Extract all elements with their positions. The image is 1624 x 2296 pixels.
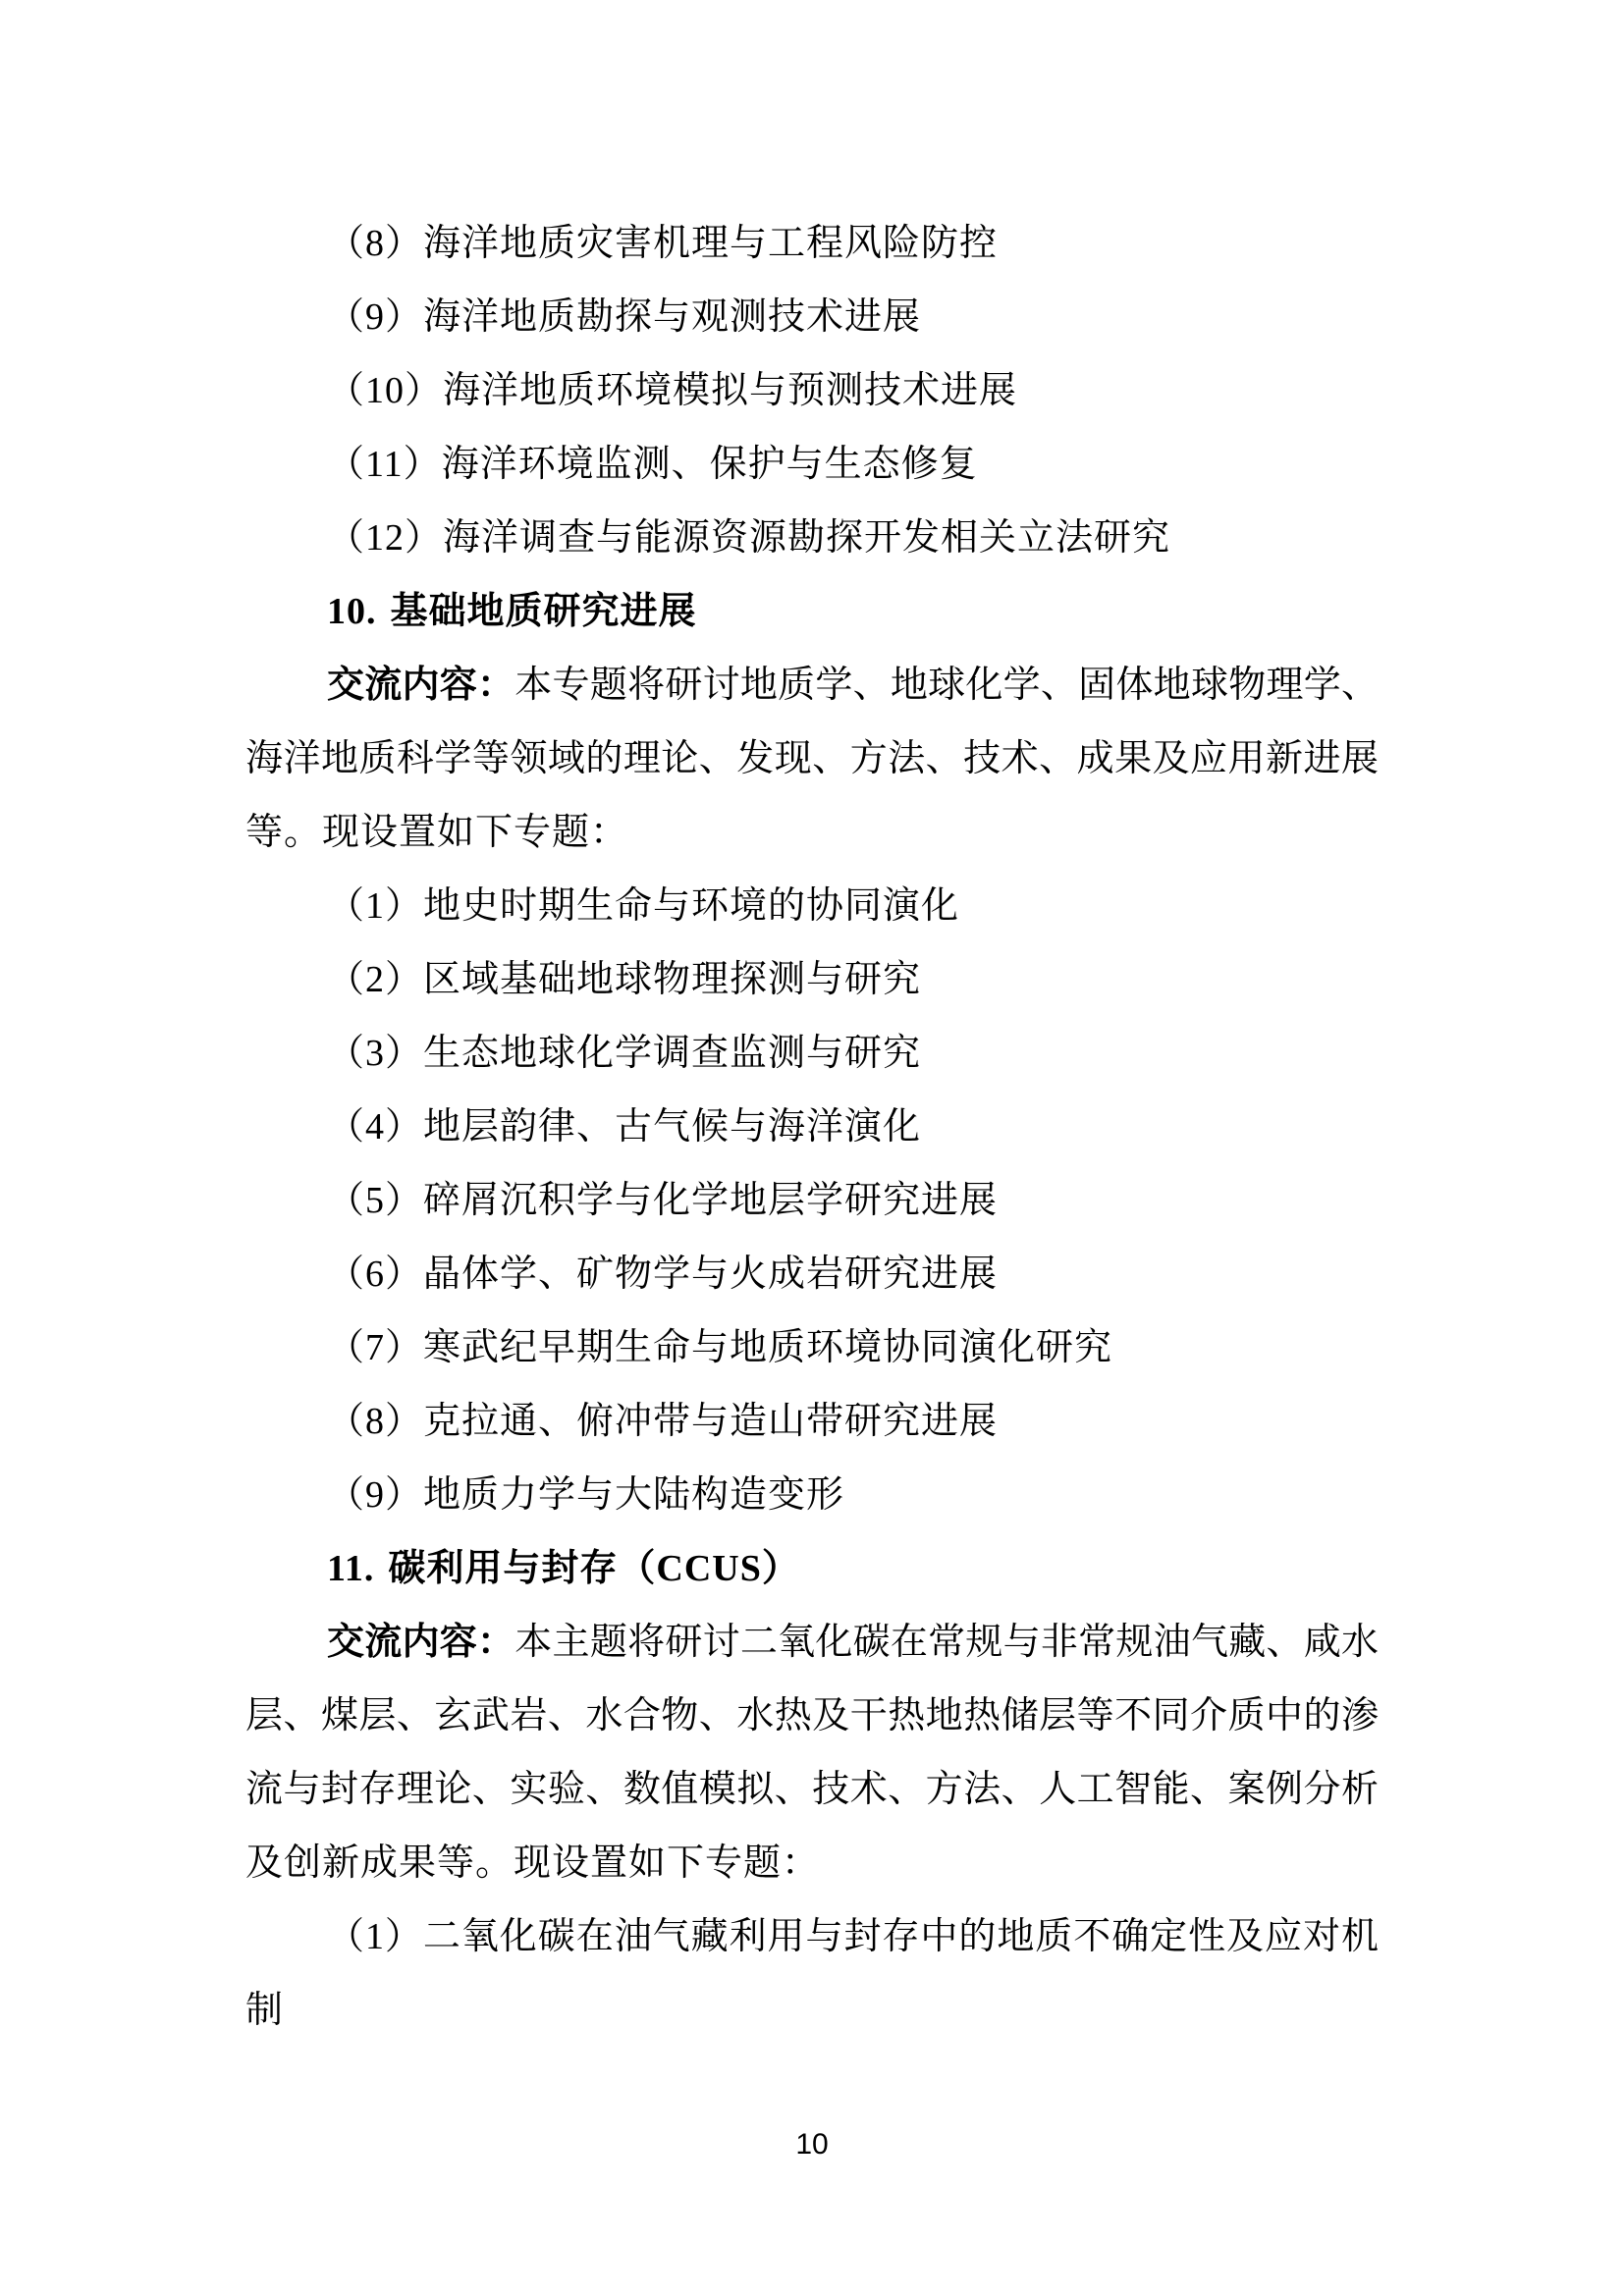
list-item: （9）海洋地质勘探与观测技术进展 <box>327 296 922 338</box>
section-heading-ccus <box>245 1532 1379 1606</box>
page-number: 10 <box>795 2128 829 2161</box>
section-title: 碳利用与封存（CCUS） <box>388 1548 800 1589</box>
paragraph-line: 海洋地质科学等领域的理论、发现、方法、技术、成果及应用新进展 <box>245 738 1379 779</box>
list-item: （1）二氧化碳在油气藏利用与封存中的地质不确定性及应对机 <box>327 1916 1379 1957</box>
paragraph-line: 层、煤层、玄武岩、水合物、水热及干热地热储层等不同介质中的渗 <box>245 1695 1379 1736</box>
list-item: （1）地史时期生命与环境的协同演化 <box>327 885 960 927</box>
intro-text: 本专题将研讨地质学、地球化学、固体地球物理学、 <box>514 665 1379 706</box>
paragraph-line: 等。现设置如下专题： <box>245 812 629 853</box>
section-title: 基础地质研究进展 <box>390 591 697 632</box>
list-item: （8）克拉通、俯冲带与造山带研究进展 <box>327 1401 999 1442</box>
intro-text: 本主题将研讨二氧化碳在常规与非常规油气藏、咸水 <box>514 1622 1379 1663</box>
list-item-continuation: 制 <box>245 1990 285 2031</box>
list-item: （5）碎屑沉积学与化学地层学研究进展 <box>327 1180 999 1221</box>
list-item: （7）寒武纪早期生命与地质环境协同演化研究 <box>327 1327 1113 1368</box>
paragraph-line <box>245 649 1379 722</box>
list-item: （2）区域基础地球物理探测与研究 <box>327 959 922 1000</box>
list-item: （3）生态地球化学调查监测与研究 <box>327 1033 922 1074</box>
list-item: （10）海洋地质环境模拟与预测技术进展 <box>327 370 1018 411</box>
section-number: 10. <box>327 591 377 632</box>
paragraph-line <box>245 1606 1379 1680</box>
section-number: 11. <box>327 1548 375 1589</box>
list-item: （6）晶体学、矿物学与火成岩研究进展 <box>327 1254 999 1295</box>
paragraph-line: 流与封存理论、实验、数值模拟、技术、方法、人工智能、案例分析 <box>245 1769 1379 1810</box>
intro-label: 交流内容： <box>327 1622 515 1663</box>
list-item: （11）海洋环境监测、保护与生态修复 <box>327 444 978 485</box>
intro-label: 交流内容： <box>327 665 515 706</box>
paragraph-line: 及创新成果等。现设置如下专题： <box>245 1842 821 1884</box>
list-item: （4）地层韵律、古气候与海洋演化 <box>327 1106 922 1148</box>
list-item: （9）地质力学与大陆构造变形 <box>327 1474 845 1516</box>
list-item: （12）海洋调查与能源资源勘探开发相关立法研究 <box>327 517 1171 559</box>
page-body <box>245 207 1379 2048</box>
list-item: （8）海洋地质灾害机理与工程风险防控 <box>327 223 999 264</box>
section-heading-basic-geology <box>245 575 1379 649</box>
